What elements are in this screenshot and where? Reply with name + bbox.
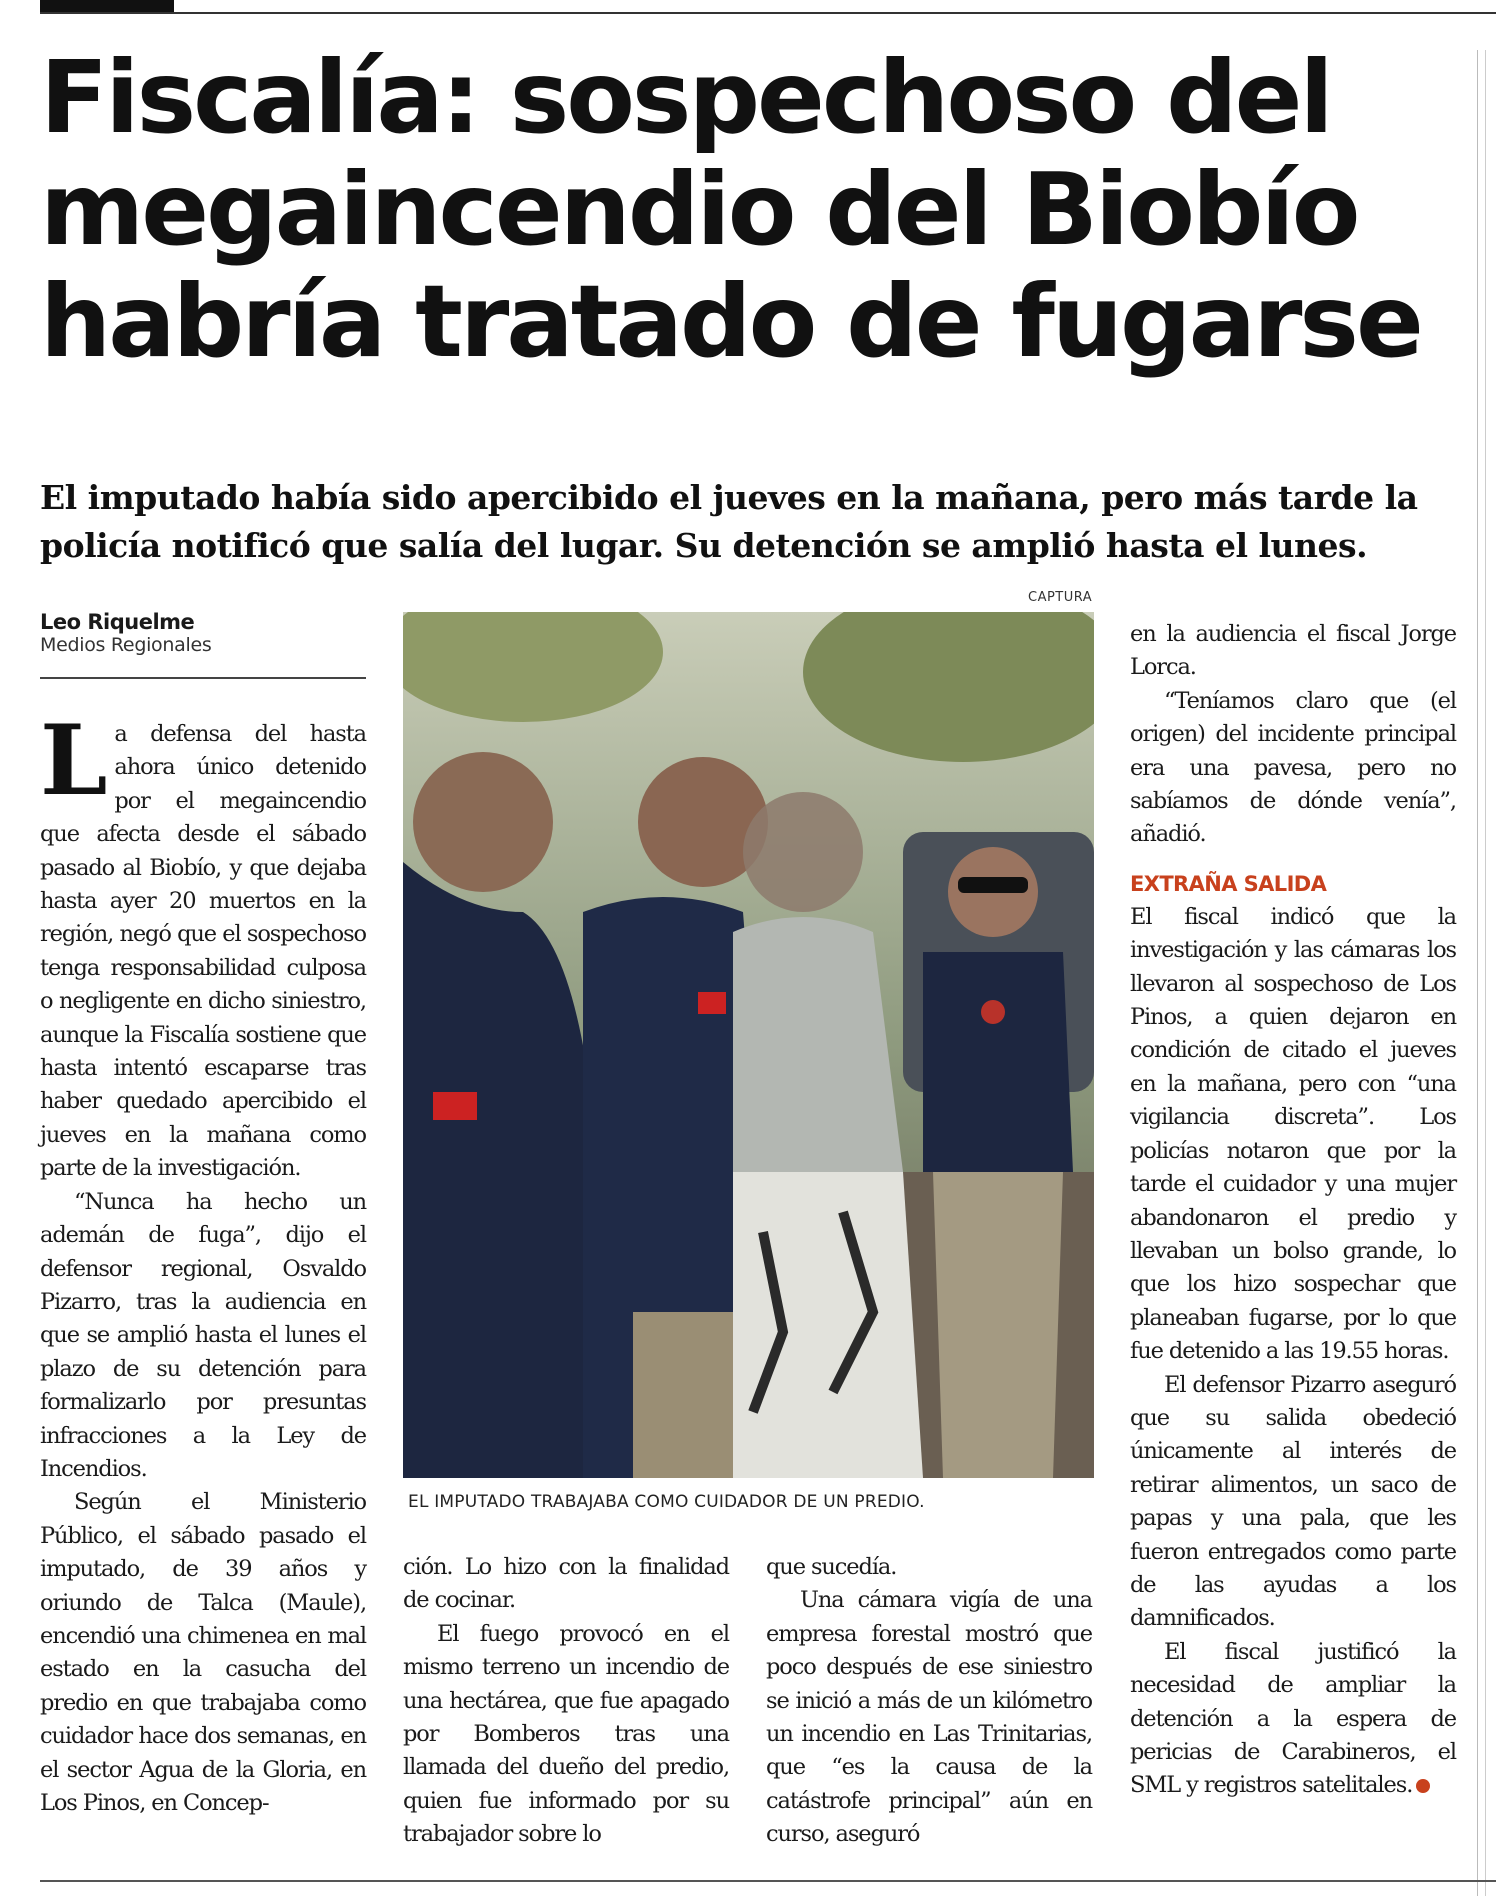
drop-cap: L	[40, 704, 107, 817]
flag-patch	[433, 1092, 477, 1120]
article-column-3	[766, 1551, 1092, 1852]
officer-trousers	[933, 1172, 1063, 1478]
article-column-1	[40, 704, 366, 1820]
article-paragraph: “Teníamos claro que (el origen) del incidente principal era una pavesa, pero no sabíamos de dónde venía”, añadió.	[1130, 687, 1456, 848]
article-paragraph: “Nunca ha hecho un ademán de fuga”, dijo el defensor regional, Osvaldo Pizarro, tras la audiencia en que se amplió hasta el lunes el plazo de su detención para formalizarlo por presuntas infracciones a la Ley de Incendios.	[40, 1188, 366, 1482]
end-of-article-icon	[1416, 1779, 1430, 1793]
article-paragraph: El fiscal indicó que la investigación y las cámaras los llevaron al sospechoso de Los Pinos, a quien dejaron en condición de citado el jueves en la mañana, pero con “una vigilancia discreta”. Los policías notaron que por la tarde el cuidador y una mujer abandonaron el predio y llevaban un bolso grande, lo que los hizo sospechar que planeaban fugarse, por lo que fue detenido a las 19.55 horas.	[1130, 903, 1456, 1365]
suspect-shorts	[733, 1172, 923, 1478]
headline: Fiscalía: sospechoso del megaincendio del Biobío habría tratado de fugarse	[40, 39, 1421, 380]
article-paragraph: que sucedía.	[766, 1554, 897, 1580]
news-photo	[403, 612, 1094, 1478]
deck-subtitle: El imputado había sido apercibido el jueves en la mañana, pero más tarde la policía notificó que salía del lugar. Su detención se amplió hasta el lunes.	[40, 478, 1418, 565]
flag-patch	[698, 992, 726, 1014]
badge	[981, 1000, 1005, 1024]
article-paragraph	[40, 704, 366, 1186]
article-paragraph: El defensor Pizarro aseguró que su salida obedeció únicamente al interés de retirar alimentos, un saco de papas y una pala, que les fueron entregados como parte de las ayudas a los damnificados.	[1130, 1371, 1456, 1632]
photo-illustration	[403, 612, 1094, 1478]
article-paragraph: Según el Ministerio Público, el sábado pasado el imputado, de 39 años y oriundo de Talca (Maule), encendió una chimenea en mal estado en la casucha del predio en que trabajaba como cuidador hace dos semanas, en el sector Agua de la Gloria, en Los Pinos, en Concep-	[40, 1489, 366, 1816]
article-paragraph-text: a defensa del hasta ahora único detenido por el megaincendio que afecta desde el sábado pasado al Biobío, y que dejaba hasta ayer 20 muertos en la región, negó que el sospechoso tenga responsabilidad culposa o negligente en dicho siniestro, aunque la Fiscalía sostiene que hasta intentó escaparse tras haber quedado apercibido el jueves en la mañana como parte de la investigación.	[40, 721, 366, 1182]
bottom-rule	[40, 1880, 1496, 1882]
officer-uniform	[923, 952, 1073, 1172]
sunglasses	[958, 877, 1028, 893]
top-rule	[40, 12, 1496, 14]
person-head	[413, 752, 553, 892]
article-paragraph: El fuego provocó en el mismo terreno un incendio de una hectárea, que fue apagado por Bomberos tras una llamada del dueño del predio, quien fue informado por su trabajador sobre lo	[403, 1620, 729, 1848]
article-paragraph	[1130, 1636, 1456, 1803]
column-divider-right-2	[1485, 50, 1486, 1896]
photo-credit: CAPTURA	[1028, 590, 1093, 605]
photo-caption: EL IMPUTADO TRABAJABA COMO CUIDADOR DE UN PREDIO.	[408, 1492, 925, 1512]
blurred-face	[743, 792, 863, 912]
article-column-2	[403, 1551, 729, 1852]
article-paragraph: Una cámara vigía de una empresa forestal mostró que poco después de ese siniestro se inició a más de un kilómetro un incendio en Las Trinitarias, que “es la causa de la catástrofe principal” aún en curso, aseguró	[766, 1587, 1092, 1848]
article-column-4	[1130, 618, 1456, 1803]
byline-author: Leo Riquelme	[40, 610, 195, 634]
article-paragraph: en la audiencia el fiscal Jorge Lorca.	[1130, 621, 1456, 681]
article-paragraph: ción. Lo hizo con la finalidad de cocinar.	[403, 1554, 729, 1614]
section-subhead: EXTRAÑA SALIDA	[1130, 871, 1327, 896]
byline	[40, 610, 211, 656]
column-divider-right	[1477, 50, 1478, 1896]
byline-outlet: Medios Regionales	[40, 634, 212, 656]
byline-rule	[40, 677, 366, 679]
article-paragraph-text: El fiscal justificó la necesidad de ampliar la detención a la espera de pericias de Carabineros, el SML y registros satelitales.	[1130, 1638, 1456, 1799]
